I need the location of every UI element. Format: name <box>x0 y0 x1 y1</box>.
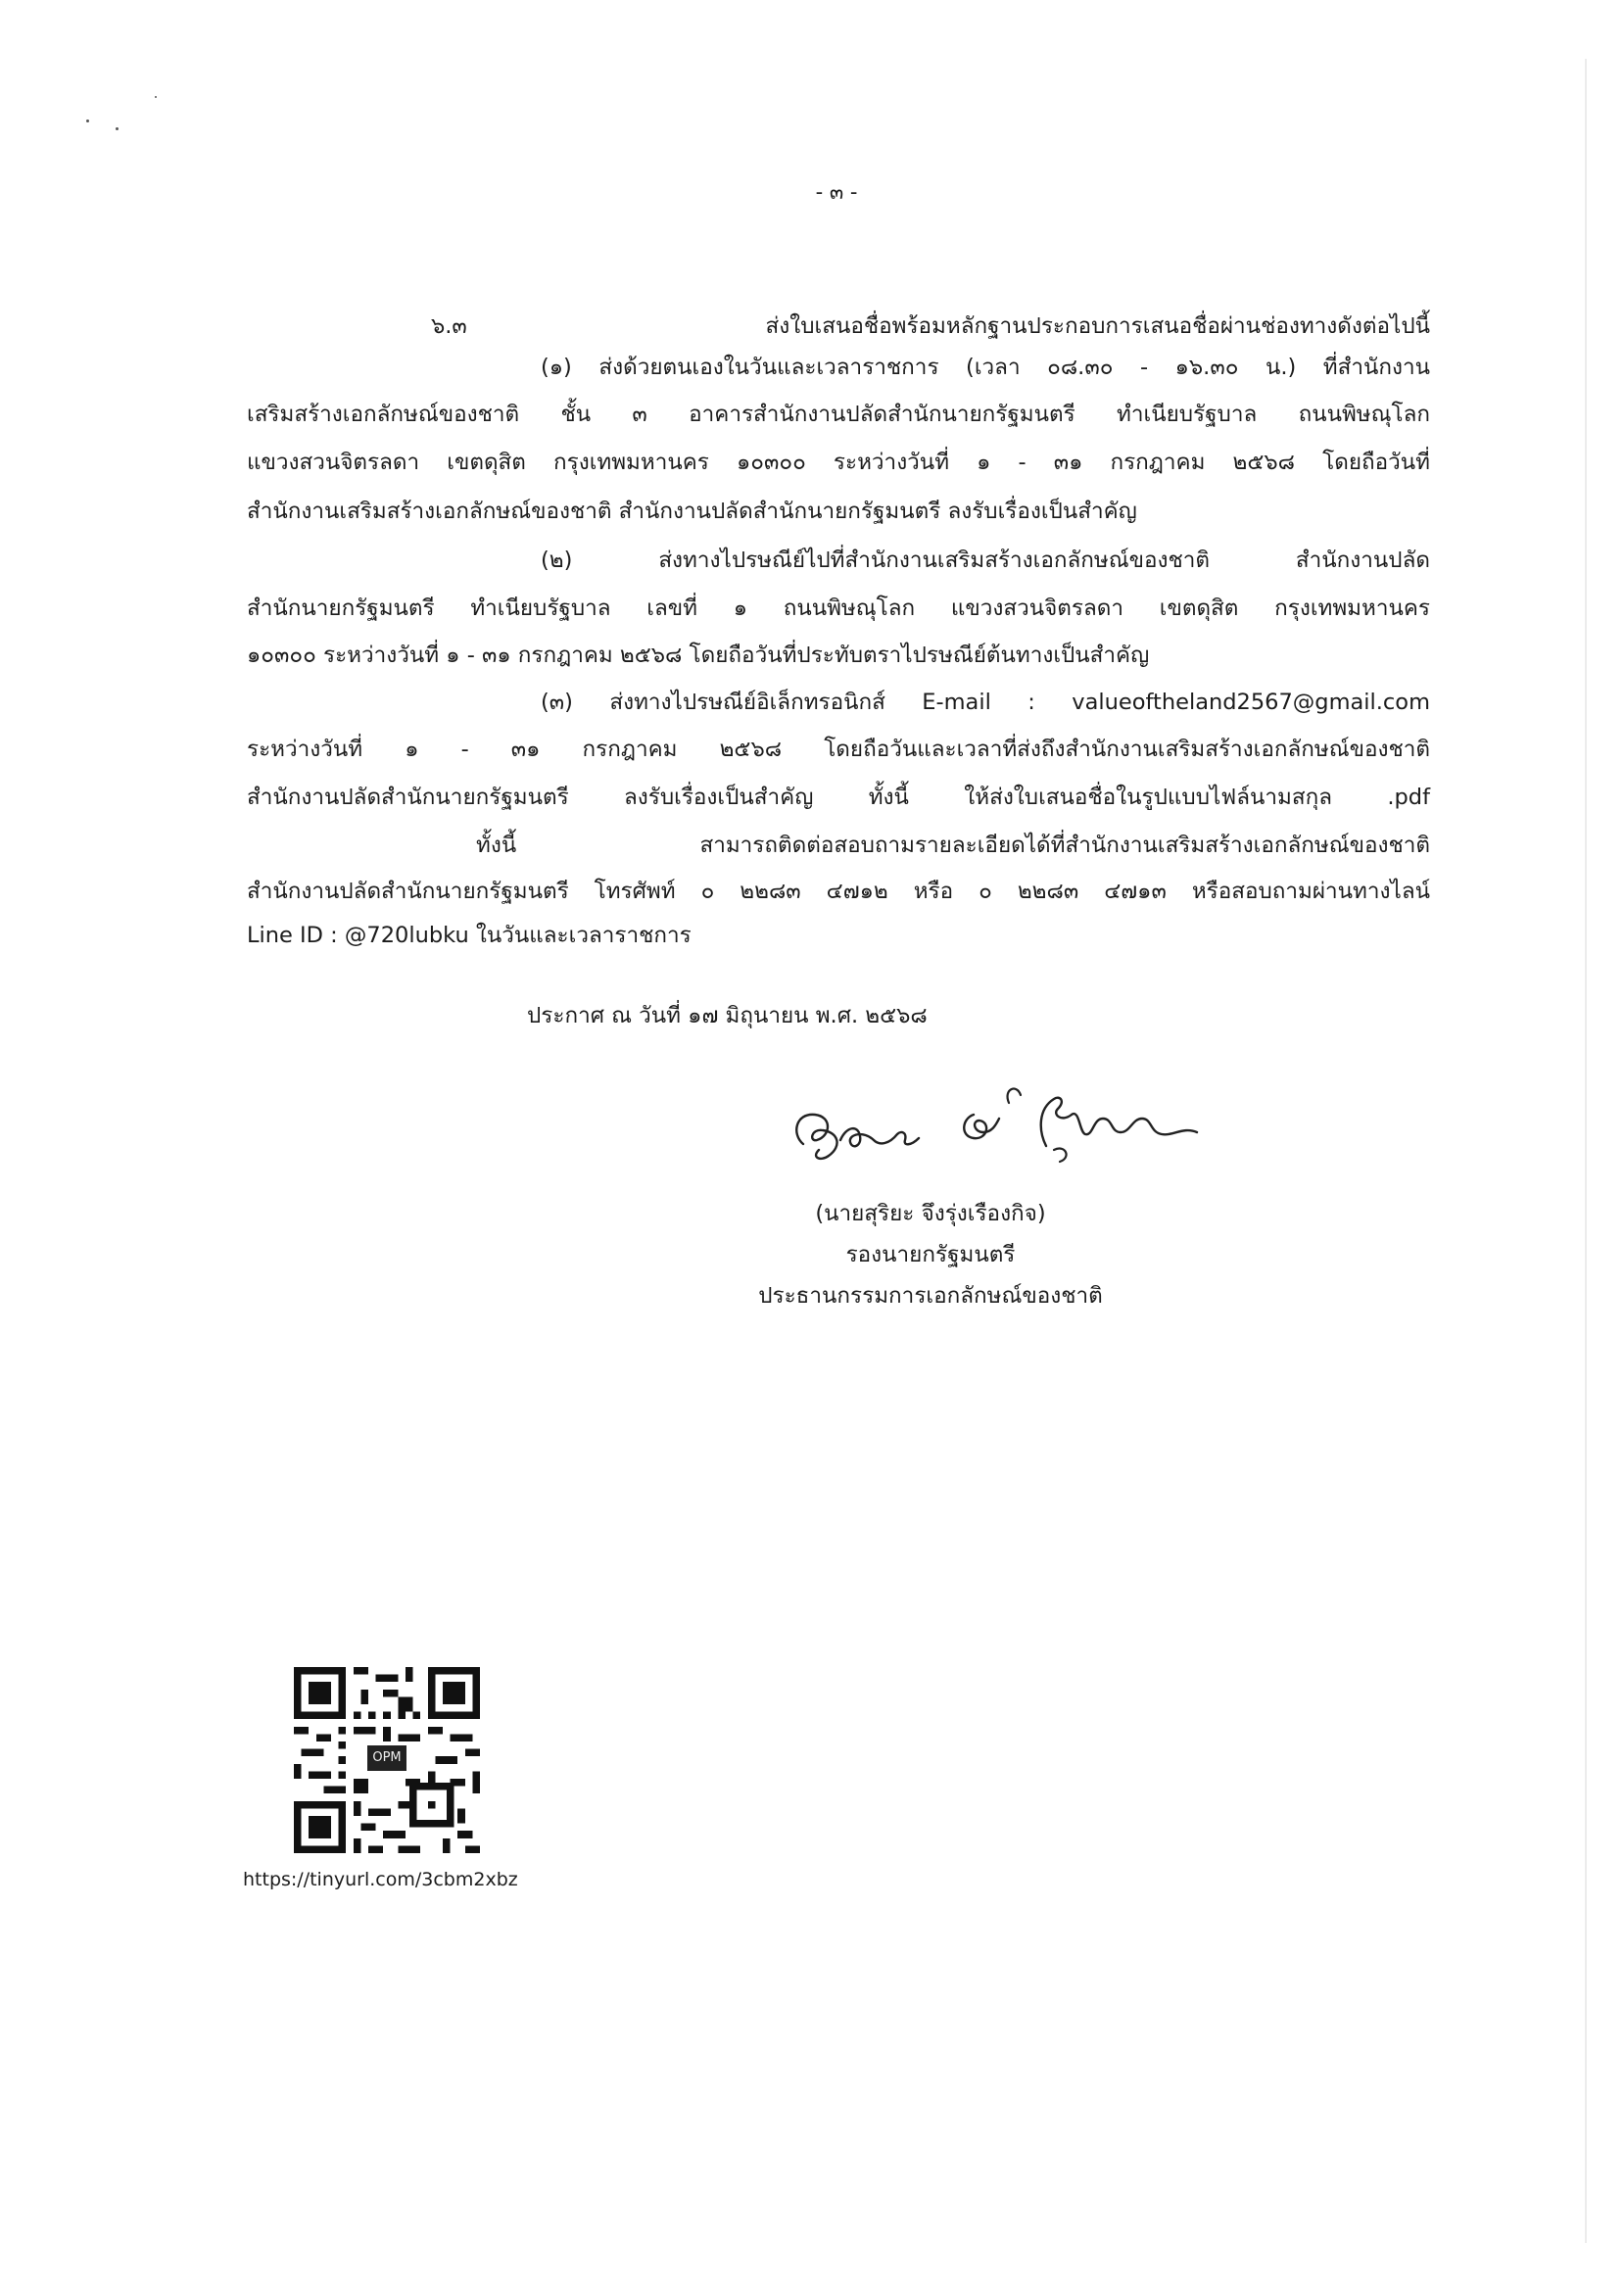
body-line: ทั้งนี้ สามารถติดต่อสอบถามรายละเอียดได้ที่สำนักงานเสริมสร้างเอกลักษณ์ของชาติ <box>476 833 1430 858</box>
body-line: แขวงสวนจิตรลดา เขตดุสิต กรุงเทพมหานคร ๑๐๓๐๐ ระหว่างวันที่ ๑ - ๓๑ กรกฎาคม ๒๕๖๘ โดยถือวันที่ <box>247 450 1430 475</box>
page-number: - ๓ - <box>815 180 858 204</box>
handwritten-signature <box>782 1075 1232 1173</box>
body-line: (๒) ส่งทางไปรษณีย์ไปที่สำนักงานเสริมสร้างเอกลักษณ์ของชาติ สำนักงานปลัด <box>541 548 1430 573</box>
scan-speck <box>116 127 119 130</box>
body-line: (๓) ส่งทางไปรษณีย์อิเล็กทรอนิกส์ E-mail : valueoftheland2567@gmail.com <box>541 690 1430 715</box>
announcement-date: ประกาศ ณ วันที่ ๑๗ มิถุนายน พ.ศ. ๒๕๖๘ <box>527 1003 928 1028</box>
section-heading: ๖.๓ ส่งใบเสนอชื่อพร้อมหลักฐานประกอบการเสนอชื่อผ่านช่องทางดังต่อไปนี้ <box>431 313 1430 339</box>
body-line: Line ID : @720lubku ในวันและเวลาราชการ <box>247 923 692 948</box>
qr-code <box>294 1667 480 1853</box>
body-line: เสริมสร้างเอกลักษณ์ของชาติ ชั้น ๓ อาคารสำนักงานปลัดสำนักนายกรัฐมนตรี ทำเนียบรัฐบาล ถนนพิษณุโลก <box>247 402 1430 427</box>
body-line: (๑) ส่งด้วยตนเองในวันและเวลาราชการ (เวลา ๐๘.๓๐ - ๑๖.๓๐ น.) ที่สำนักงาน <box>541 355 1430 380</box>
body-line: สำนักงานเสริมสร้างเอกลักษณ์ของชาติ สำนักงานปลัดสำนักนายกรัฐมนตรี ลงรับเรื่องเป็นสำคัญ <box>247 499 1137 524</box>
scan-speck <box>86 119 89 122</box>
scan-speck <box>155 96 157 98</box>
body-line: ระหว่างวันที่ ๑ - ๓๑ กรกฎาคม ๒๕๖๘ โดยถือวันและเวลาที่ส่งถึงสำนักงานเสริมสร้างเอกลักษณ์ของชาติ <box>247 737 1430 762</box>
body-line: สำนักนายกรัฐมนตรี ทำเนียบรัฐบาล เลขที่ ๑ ถนนพิษณุโลก แขวงสวนจิตรลดา เขตดุสิต กรุงเทพมหานคร <box>247 596 1430 621</box>
signatory-position: รองนายกรัฐมนตรี <box>845 1242 1016 1267</box>
signatory-title: ประธานกรรมการเอกลักษณ์ของชาติ <box>758 1283 1103 1309</box>
body-line: สำนักงานปลัดสำนักนายกรัฐมนตรี โทรศัพท์ ๐ ๒๒๘๓ ๔๗๑๒ หรือ ๐ ๒๒๘๓ ๔๗๑๓ หรือสอบถามผ่านทางไลน์ <box>247 879 1430 904</box>
signatory-name: (นายสุริยะ จึงรุ่งเรืองกิจ) <box>815 1201 1046 1226</box>
qr-url: https://tinyurl.com/3cbm2xbz <box>243 1869 518 1890</box>
scan-edge <box>1585 59 1587 2243</box>
body-line: สำนักงานปลัดสำนักนายกรัฐมนตรี ลงรับเรื่องเป็นสำคัญ ทั้งนี้ ให้ส่งใบเสนอชื่อในรูปแบบไฟล์นามสกุล .pdf <box>247 785 1430 810</box>
body-line: ๑๐๓๐๐ ระหว่างวันที่ ๑ - ๓๑ กรกฎาคม ๒๕๖๘ โดยถือวันที่ประทับตราไปรษณีย์ต้นทางเป็นสำคัญ <box>247 643 1150 668</box>
qr-logo-badge: OPM <box>367 1745 406 1771</box>
